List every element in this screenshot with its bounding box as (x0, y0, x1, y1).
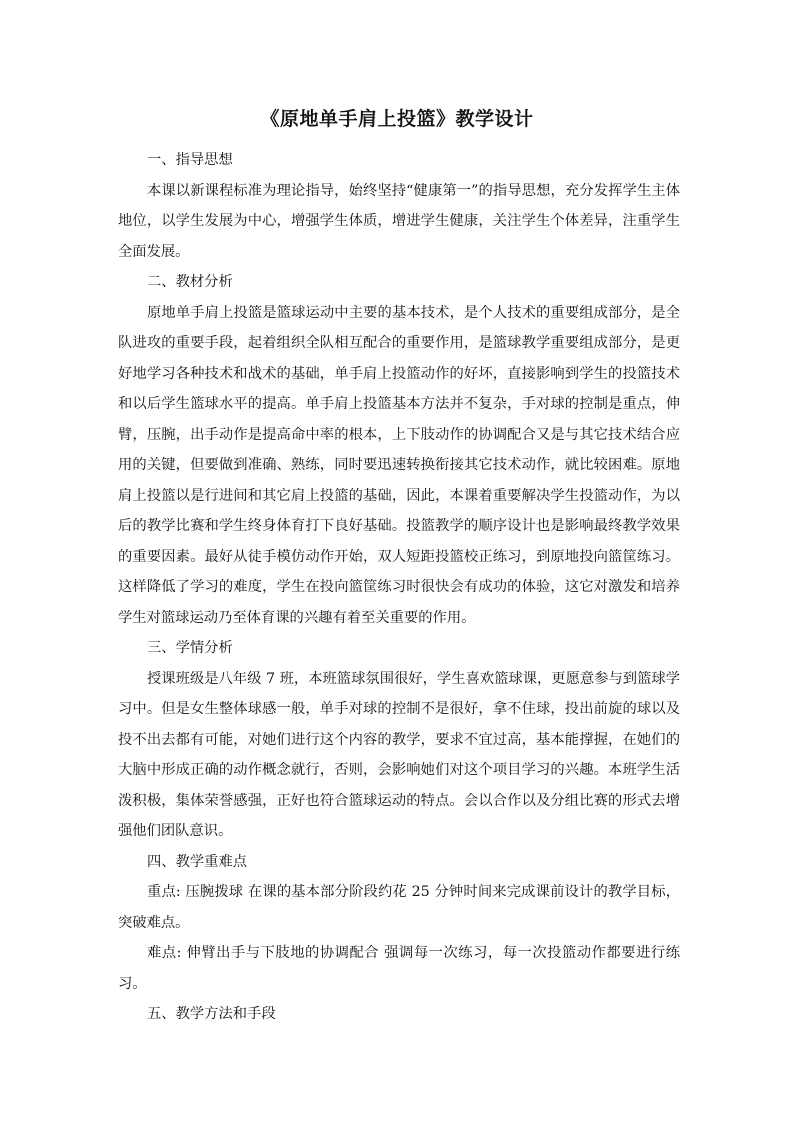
section-teaching-methods (118, 999, 680, 1030)
section-heading: 三、学情分析 (147, 640, 233, 656)
section-key-difficult-points (118, 847, 680, 1000)
section-heading: 一、指导思想 (147, 152, 233, 168)
section-student-analysis (118, 633, 680, 847)
document-title: 《原地单手肩上投篮》教学设计 (260, 108, 534, 130)
section-paragraph: 授课班级是八年级 7 班，本班篮球氛围很好，学生喜欢篮球课，更愿意参与到篮球学习中。但是女生整体球感一般，单手对球的控制不是很好，拿不住球，投出前旋的球以及投不出去都有可能，对她们进行这个内容的教学，要求不宜过高，基本能撑握，在她们的大脑中形成正确的动作概念就行，否则，会影响她们对这个项目学习的兴趣。本班学生活泼积极，集体荣誉感强，正好也符合篮球运动的特点。会以合作以及分组比赛的形式去增强他们团队意识。 (118, 670, 680, 839)
key-point-paragraph: 重点: 压腕拨球 在课的基本部分阶段约花 25 分钟时间来完成课前设计的教学目标，突破难点。 (118, 884, 680, 931)
section-paragraph: 本课以新课程标准为理论指导，始终坚持“健康第一”的指导思想，充分发挥学生主体地位，以学生发展为中心，增强学生体质，增进学生健康，关注学生个体差异，注重学生全面发展。 (118, 182, 680, 260)
difficult-point-paragraph: 难点: 伸臂出手与下肢地的协调配合 强调每一次练习，每一次投篮动作都要进行练习。 (118, 945, 680, 992)
section-textbook-analysis (118, 267, 680, 633)
section-heading: 二、教材分析 (147, 274, 233, 290)
section-heading: 四、教学重难点 (147, 853, 248, 870)
section-guiding-ideology (118, 145, 680, 267)
section-heading: 五、教学方法和手段 (147, 1006, 276, 1022)
section-paragraph: 原地单手肩上投篮是篮球运动中主要的基本技术，是个人技术的重要组成部分，是全队进攻的重要手段，起着组织全队相互配合的重要作用，是篮球教学重要组成部分，是更好地学习各种技术和战术的基础，单手肩上投篮动作的好坏，直接影响到学生的投篮技术和以后学生篮球水平的提高。单手肩上投篮基本方法并不复杂，手对球的控制是重点，伸臂，压腕，出手动作是提高命中率的根本，上下肢动作的协调配合又是与其它技术结合应用的关键，但要做到准确、熟练，同时要迅速转换衔接其它技术动作，就比较困难。原地肩上投篮以是行进间和其它肩上投篮的基础，因此，本课着重要解决学生投篮动作，为以后的教学比赛和学生终身体育打下良好基础。投篮教学的顺序设计也是影响最终教学效果的重要因素。最好从徒手模仿动作开始，双人短距投篮校正练习，到原地投向篮筐练习。这样降低了学习的难度，学生在投向篮筐练习时很快会有成功的体验，这它对激发和培养学生对篮球运动乃至体育课的兴趣有着至关重要的作用。 (118, 304, 680, 626)
document-content (118, 145, 680, 1030)
